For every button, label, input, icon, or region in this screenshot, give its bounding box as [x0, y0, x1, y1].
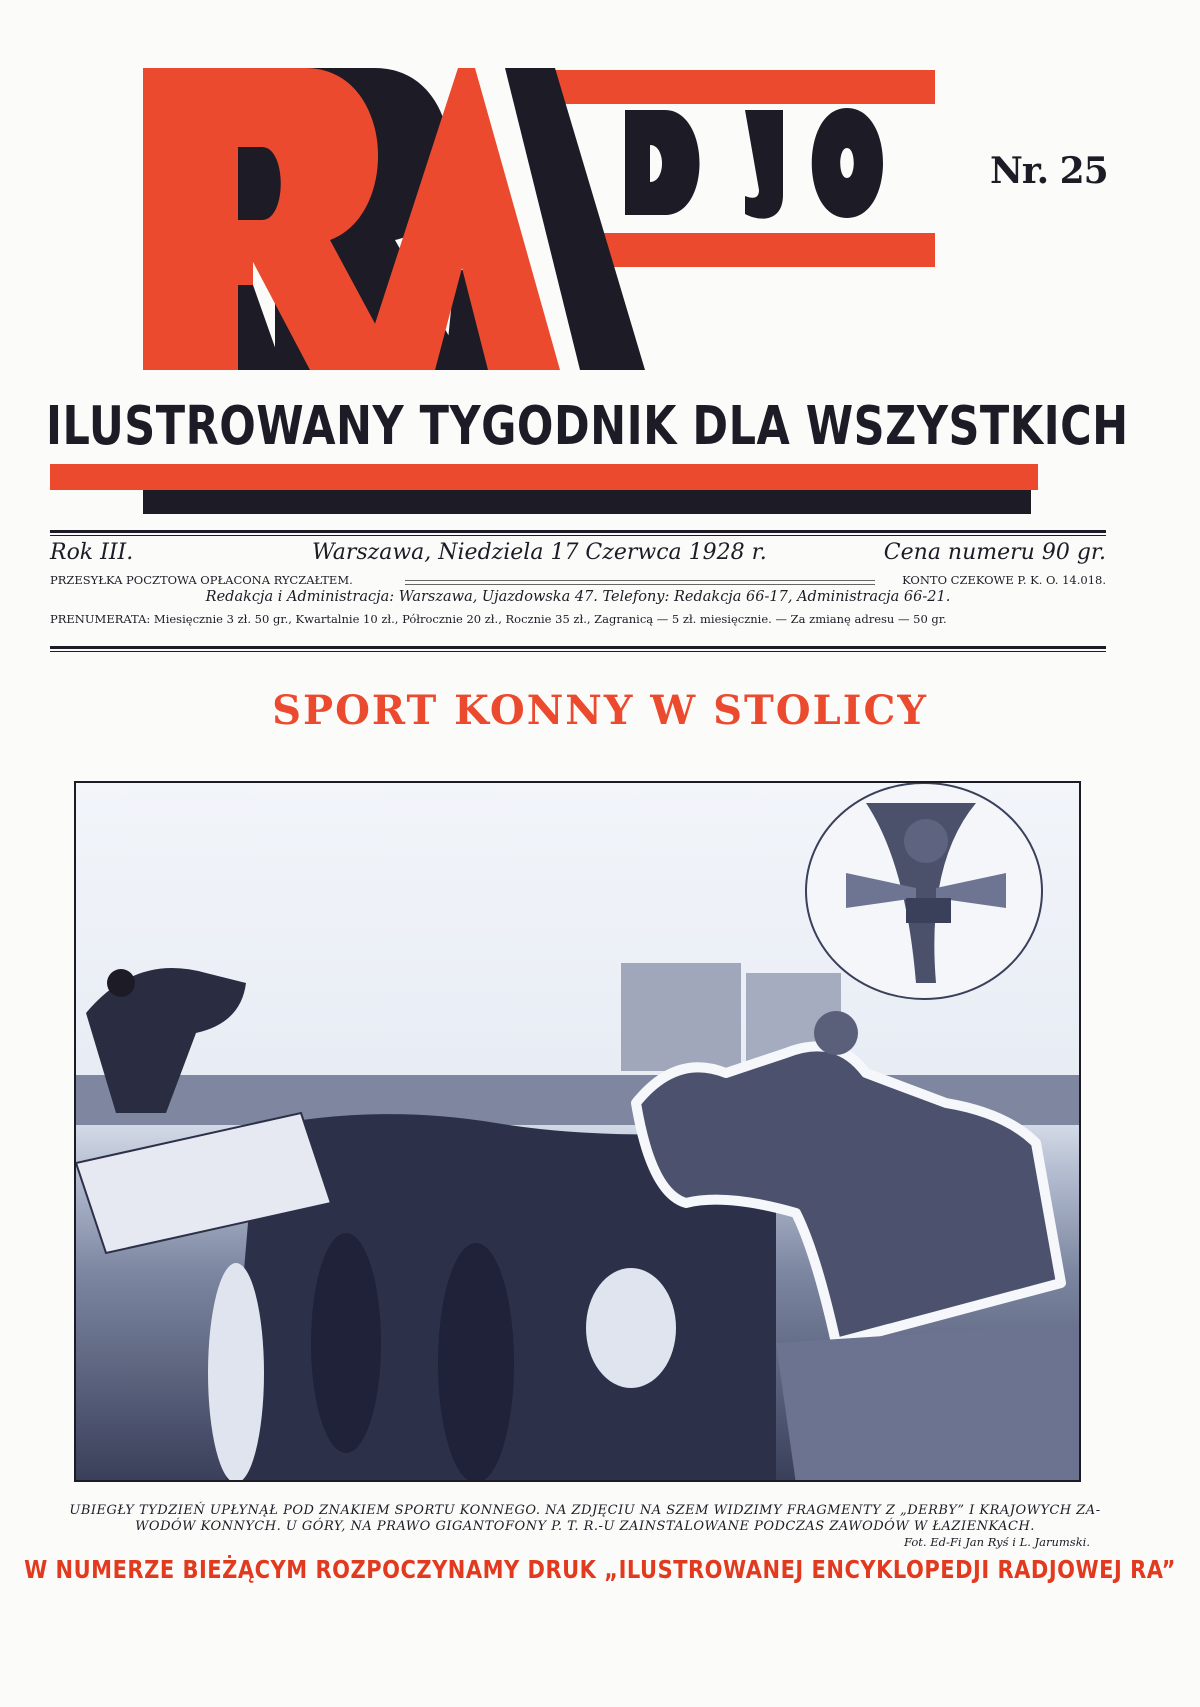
rule-bottom-thin: [50, 651, 1106, 652]
caption-line-1: UBIEGŁY TYDZIEŃ UPŁYNĄŁ POD ZNAKIEM SPORTU KONNEGO. NA ZDJĘCIU NA SZEM WIDZIMY FRAGMENTY Z „DERBY” I KRAJOWYCH ZA-: [69, 1503, 1101, 1518]
logo-bottom-bar: [560, 233, 935, 267]
rule-top: [50, 530, 1106, 533]
postage-rule: [405, 580, 875, 585]
logo-top-bar: [540, 70, 935, 104]
masthead-red-bar: [50, 464, 1038, 490]
caption-line-2: WODÓW KONNYCH. U GÓRY, NA PRAWO GIGANTOFONY P. T. R.-U ZAINSTALOWANE PODCZAS ZAWODÓW W ŁAZIENKACH.: [135, 1519, 1035, 1534]
price-label: Cena numeru 90 gr.: [883, 540, 1106, 565]
year-label: Rok III.: [50, 540, 134, 565]
logo-d: [625, 110, 700, 215]
rule-top-thin: [50, 535, 1106, 536]
issue-number: Nr. 25: [990, 150, 1108, 192]
masthead-subtitle: ILUSTROWANY TYGODNIK DLA WSZYSTKICH: [46, 395, 1129, 458]
subscription-line: PRENUMERATA: Miesięcznie 3 zł. 50 gr., Kwartalnie 10 zł., Półrocznie 20 zł., Rocznie 35 zł., Zagranicą — 5 zł. miesięcznie. — Za zmianę adresu — 50 gr.: [50, 612, 947, 626]
article-headline: SPORT KONNY W STOLICY: [272, 687, 928, 734]
article-photo: [74, 781, 1081, 1482]
dateline: [50, 540, 1106, 570]
account-text: KONTO CZEKOWE P. K. O. 14.018.: [902, 573, 1106, 587]
masthead-black-bar: [143, 490, 1031, 514]
logo-o: [812, 108, 883, 218]
logo-j: [745, 110, 783, 219]
address-line: Redakcja i Administracja: Warszawa, Ujazdowska 47. Telefony: Redakcja 66-17, Administracja 66-21.: [205, 589, 951, 605]
radjo-logo: [0, 0, 1200, 400]
photo-caption: [60, 1503, 1110, 1535]
postage-line: [50, 573, 1106, 589]
rule-bottom: [50, 646, 1106, 649]
photo-credit: Fot. Ed-Fi Jan Ryś i L. Jarumski.: [904, 1535, 1090, 1549]
promo-banner: W NUMERZE BIEŻĄCYM ROZPOCZYNAMY DRUK „ILUSTROWANEJ ENCYKLOPEDJI RADJOWEJ RA”: [24, 1555, 1176, 1584]
postage-text: PRZESYŁKA POCZTOWA OPŁACONA RYCZAŁTEM.: [50, 573, 353, 587]
place-date: Warszawa, Niedziela 17 Czerwca 1928 r.: [312, 540, 767, 565]
